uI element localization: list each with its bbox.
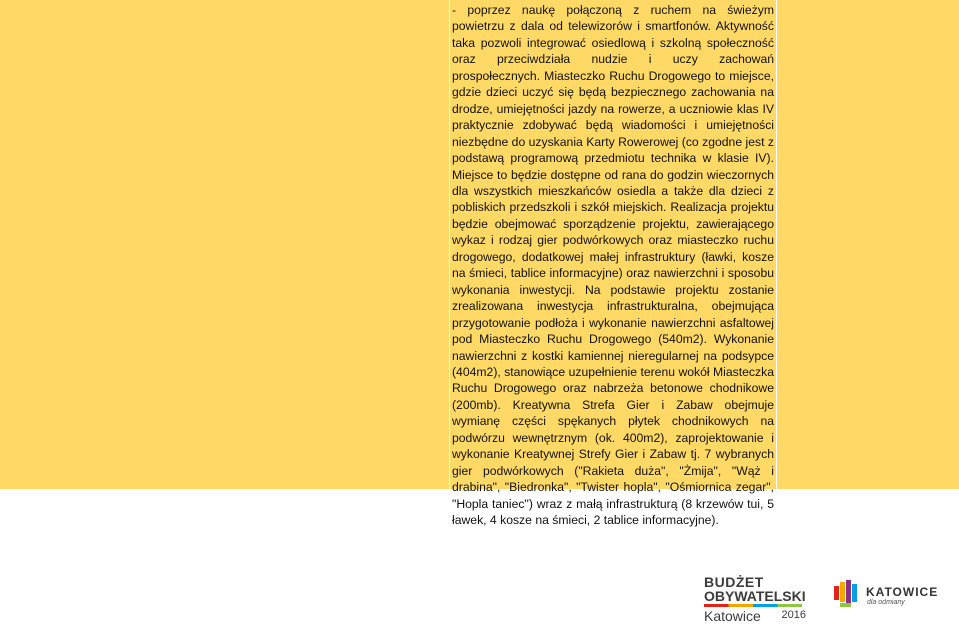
- budzet-logo-city-name: Katowice: [704, 608, 761, 624]
- description-paragraph: - poprzez naukę połączoną z ruchem na świeżym powietrzu z dala od telewizorów i smartfonów. Aktywność taka pozwoli integrować osiedlową i szkolną społeczność oraz przeciwdziała nudzie i uczy zachowań prospołecznych. Miasteczko Ruchu Drogowego to miejsce, gdzie dzieci uczyć się będą bezpiecznego zachowania na drodze, umiejętności jazdy na rowerze, a uczniowie klas IV praktycznie zdobywać będą wiadomości i umiejętności niezbędne do uzyskania Karty Rowerowej (co zgodne jest z podstawą programową przedmiotu technika w klasie IV). Miejsce to będzie dostępne od rana do godzin wieczornych dla wszystkich mieszkańców osiedla a także dla dzieci z pobliskich przedszkoli i szkół miejskich. Realizacja projektu będzie obejmować sporządzenie projektu, zawierającego wykaz i rodzaj gier podwórkowych oraz miasteczko ruchu drogowego, dodatkowej małej infrastruktury (ławki, kosze na śmieci, tablice informacyjne) oraz nawierzchni i sposobu wykonania inwestycji. Na podstawie projektu zostanie zrealizowana inwestycja infrastrukturalna, obejmująca przygotowanie podłoża i wykonanie nawierzchni asfaltowej pod Miasteczko Ruchu Drogowego (540m2). Wykonanie nawierzchni z kostki kamiennej nieregularnej na podsypce (404m2), stanowiące uzupełnienie terenu wokół Miasteczka Ruchu Drogowego oraz nabrzeża betonowe chodnikowe (200mb). Kreatywna Strefa Gier i Zabaw obejmuje wymianę części spękanych płytek chodnikowych na podwórzu wewnętrznym (ok. 400m2), zaprojektowanie i wykonanie Kreatywnej Strefy Gier i Zabaw tj. 7 wybranych gier podwórkowych ("Rakieta duża", "Żmija", "Wąż i drabina", "Biedronka", "Twister hopla", "Ośmiornica zegar", "Hopla taniec") wraz z małą infrastrukturą (8 krzewów tui, 5 ławek, 4 kosze na śmieci, 2 tablice informacyjne).: [452, 3, 774, 528]
- katowice-logo: [834, 580, 954, 612]
- budzet-logo-year: 2016: [781, 609, 806, 621]
- column-divider-right: [776, 0, 777, 489]
- budzet-logo-line1: BUDŻET: [704, 574, 764, 590]
- budzet-logo-line2: OBYWATELSKI: [704, 588, 806, 604]
- budzet-obywatelski-logo: [704, 574, 808, 624]
- budzet-logo-city: [704, 608, 808, 624]
- column-divider-left: [449, 0, 450, 489]
- katowice-logo-tagline: dla odmiany: [867, 599, 905, 606]
- katowice-logo-mark-icon: [834, 580, 860, 608]
- katowice-logo-name: KATOWICE: [866, 585, 939, 599]
- description-text-block: [452, 2, 774, 529]
